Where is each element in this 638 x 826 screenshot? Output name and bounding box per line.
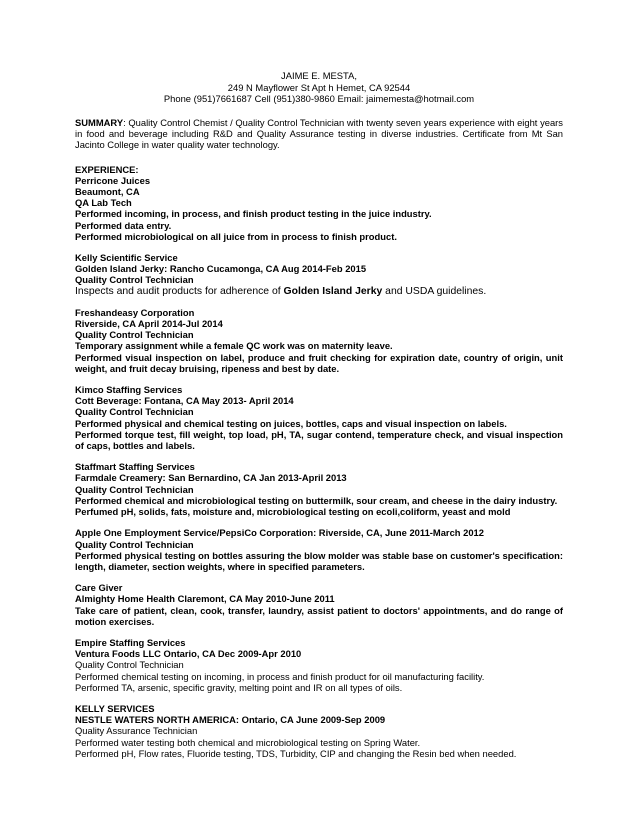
job-empire [75,637,563,693]
experience-heading: EXPERIENCE: [75,163,139,175]
job-company: Empire Staffing Services [75,636,186,648]
job-duty: Performed incoming, in process, and finish product testing in the juice industry. [75,208,432,220]
job-staffmart [75,461,563,517]
job-title: Quality Control Technician [75,659,184,671]
job-client: NESTLE WATERS NORTH AMERICA: Ontario, CA June 2009-Sep 2009 [75,714,386,726]
job-company: Freshandeasy Corporation [75,306,195,318]
job-duty: Performed TA, arsenic, specific gravity, melting point and IR on all types of oils. [75,681,403,693]
job-title: Quality Control Technician [75,406,194,418]
job-client: Ventura Foods LLC Ontario, CA Dec 2009-Apr 2010 [75,648,302,660]
job-location: Beaumont, CA [75,186,140,198]
job-company: KELLY SERVICES [75,702,155,714]
job-company: Kimco Staffing Services [75,384,183,396]
job-duty: Performed microbiological on all juice from in process to finish product. [75,230,397,242]
job-company: Staffmart Staffing Services [75,461,195,473]
job-duty: Performed visual inspection on label, produce and fruit checking for expiration date, country of origin, unit weight, and fruit decay bruising, ripeness and best by date. [75,351,563,374]
job-duty: Performed water testing both chemical and microbiological testing on Spring Water. [75,736,421,748]
job-caregiver [75,582,563,627]
summary-section [75,117,563,151]
job-kelly-services [75,703,563,759]
summary-label: SUMMARY [75,117,124,128]
summary-text: : Quality Control Chemist / Quality Control Technician with twenty seven years experience with eight years in food and beverage including R&D and Quality Assurance testing in diverse industries. Certificate from Mt San Jacinto College in water quality water technology. [75,117,563,151]
applicant-name: JAIME E. MESTA, [281,70,357,81]
job-duty: Perfumed pH, solids, fats, moisture and, microbiological testing on ecoli,coliform, yeast and mold [75,506,511,518]
job-duty: Performed chemical testing on incoming, in process and finish product for oil manufacturing facility. [75,670,485,682]
job-title: Quality Control Technician [75,329,194,341]
job-duty-pre: Inspects and audit products for adherence of [75,285,284,297]
job-duty: Performed pH, Flow rates, Fluoride testing, TDS, Turbidity, CIP and changing the Resin bed when needed. [75,747,517,759]
job-duty: Take care of patient, clean, cook, transfer, laundry, assist patient to doctors' appointments, and do range of motion exercises. [75,604,563,627]
job-company: Apple One Employment Service/PepsiCo Corporation: Riverside, CA, June 2011-March 2012 [75,527,484,539]
resume-header [0,70,638,105]
job-title: Quality Control Technician [75,274,194,286]
job-title: Quality Assurance Technician [75,725,198,737]
job-duty: Performed chemical and microbiological testing on buttermilk, sour cream, and cheese in the dairy industry. [75,494,558,506]
job-title: Quality Control Technician [75,483,194,495]
job-duty-client: Golden Island Jerky [283,285,383,297]
job-perricone [75,164,563,242]
job-client: Cott Beverage: Fontana, CA May 2013- April 2014 [75,395,294,407]
applicant-address: 249 N Mayflower St Apt h Hemet, CA 92544 [227,81,411,93]
job-duty-post: and USDA guidelines. [382,285,487,297]
job-duty: Performed torque test, fill weight, top load, pH, TA, sugar contend, temperature check, and visual inspection of caps, bottles and labels. [75,428,563,452]
job-duty: Performed physical and chemical testing on juices, bottles, caps and visual inspection on labels. [75,417,507,429]
job-client: Golden Island Jerky: Rancho Cucamonga, CA Aug 2014-Feb 2015 [75,263,367,275]
job-appleone [75,527,563,572]
job-title: QA Lab Tech [75,197,132,209]
job-kimco [75,384,563,451]
job-company: Kelly Scientific Service [75,252,178,264]
job-company: Care Giver [75,582,123,594]
job-title: Quality Control Technician [75,538,194,550]
applicant-contact: Phone (951)7661687 Cell (951)380-9860 Email: jaimemesta@hotmail.com [163,93,475,105]
job-duty: Temporary assignment while a female QC work was on maternity leave. [75,340,393,352]
job-company: Perricone Juices [75,174,151,186]
job-client: Farmdale Creamery: San Bernardino, CA Jan 2013-April 2013 [75,472,347,484]
job-duty [75,286,563,297]
job-freshandeasy [75,307,563,374]
job-duty: Performed data entry. [75,219,172,231]
job-duty: Performed physical testing on bottles assuring the blow molder was stable base on customer's specification: length, diameter, section weights, where in specified parameters. [75,549,563,572]
job-location: Riverside, CA April 2014-Jul 2014 [75,318,223,330]
job-client: Almighty Home Health Claremont, CA May 2010-June 2011 [75,593,335,605]
job-kelly-scientific [75,252,563,297]
resume-body [75,117,563,769]
